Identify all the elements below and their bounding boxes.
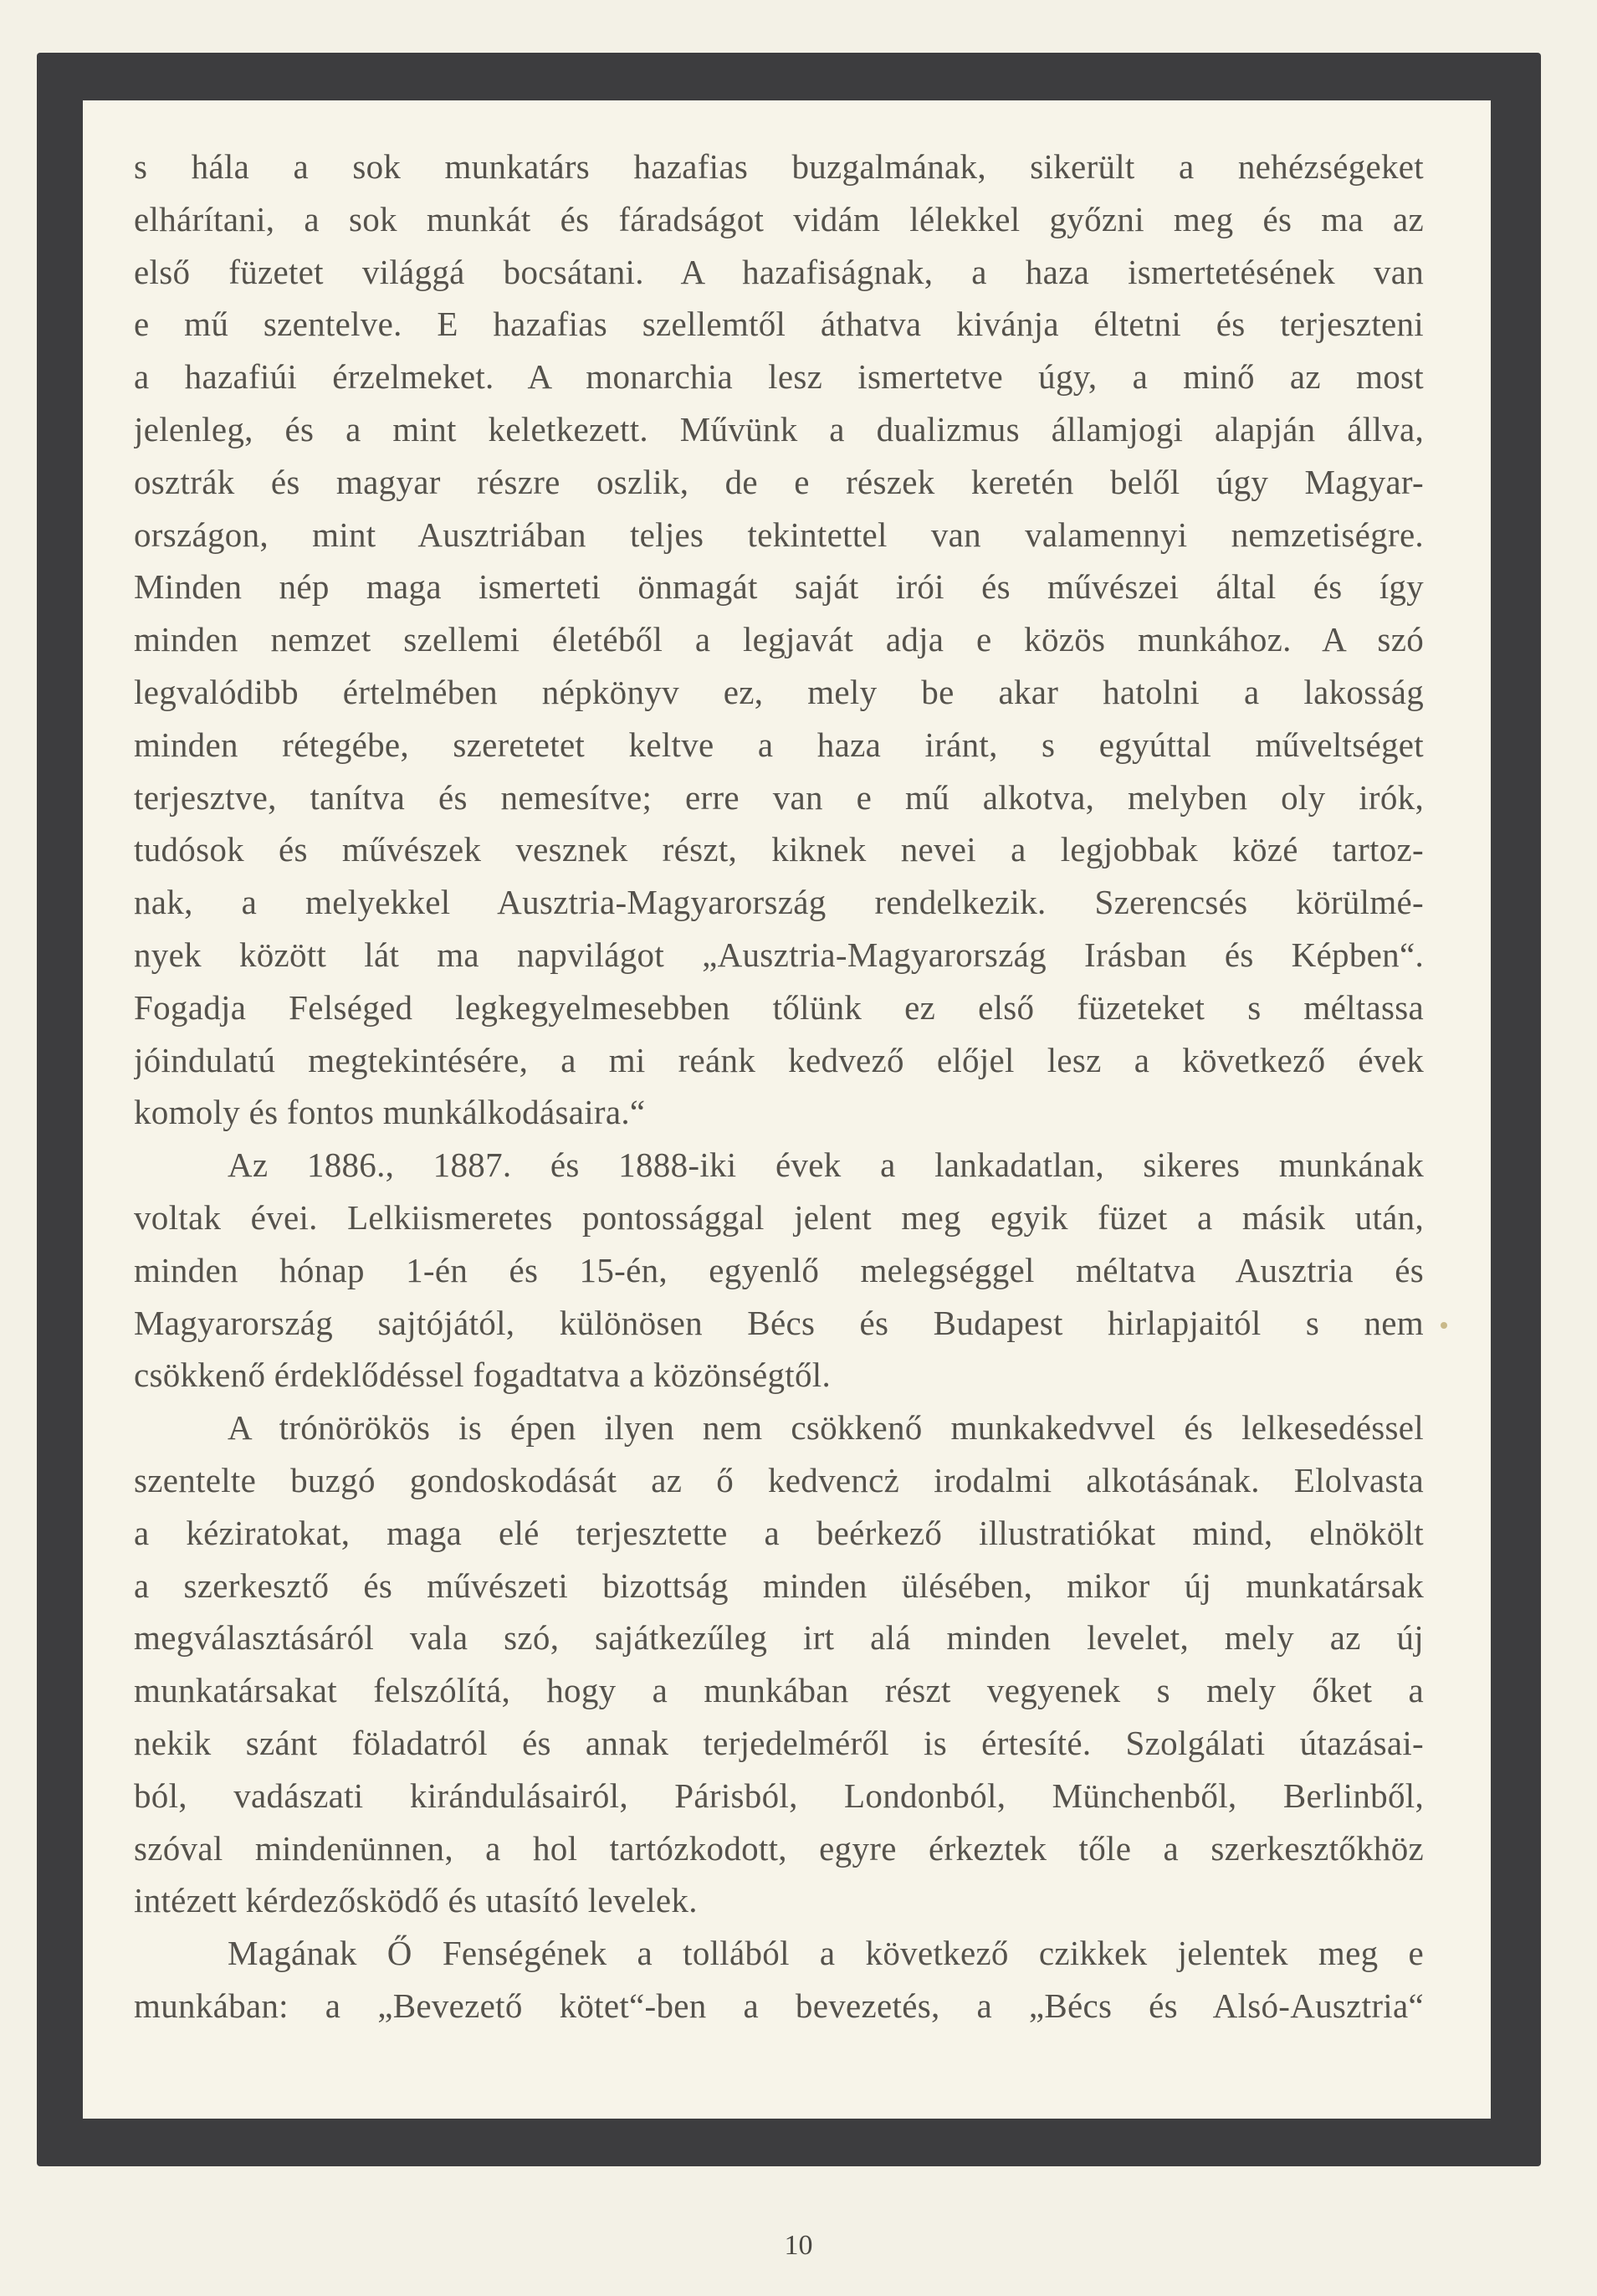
text-line-18: jóindulatú megtekintésére, a mi reánk kedvező előjel lesz a következő évek xyxy=(134,1040,1424,1079)
page-number: 10 xyxy=(784,2230,813,2261)
text-line-23: Magyarország sajtójától, különösen Bécs és Budapest hirlapjaitól s nem xyxy=(134,1303,1424,1342)
text-line-11: legvalódibb értelmében népkönyv ez, mely be akar hatolni a lakosság xyxy=(134,672,1424,711)
text-line-5: a hazafiúi érzelmeket. A monarchia lesz ismertetve úgy, a minő az most xyxy=(134,357,1424,397)
text-line-3: első füzetet világgá bocsátani. A hazafiságnak, a haza ismertetésének van xyxy=(134,252,1424,291)
paper-speck xyxy=(1441,1322,1447,1329)
text-line-36: munkában: a „Bevezető kötet“-ben a bevezetés, a „Bécs és Alsó-Ausztria“ xyxy=(134,1986,1424,2025)
text-line-29: megválasztásáról vala szó, sajátkezűleg irt alá minden levelet, mely az új xyxy=(134,1618,1424,1658)
text-line-8: országon, mint Ausztriában teljes tekintettel van valamennyi nemzetiségre. xyxy=(134,515,1424,554)
text-line-27: a kéziratokat, maga elé terjesztette a beérkező illustratiókat mind, elnökölt xyxy=(134,1513,1424,1552)
text-line-17: Fogadja Felséged legkegyelmesebben tőlünk ez első füzeteket s méltassa xyxy=(134,987,1424,1027)
text-line-7: osztrák és magyar részre oszlik, de e részek keretén belől úgy Magyar- xyxy=(134,462,1424,501)
text-line-20: Az 1886., 1887. és 1888-iki évek a lankadatlan, sikeres munkának xyxy=(228,1145,1424,1185)
body-text xyxy=(134,141,1424,2032)
text-line-33: szóval mindenünnen, a hol tartózkodott, egyre érkeztek tőle a szerkesztőkhöz xyxy=(134,1828,1424,1868)
text-line-13: terjesztve, tanítva és nemesítve; erre van e mű alkotva, melyben oly irók, xyxy=(134,777,1424,817)
text-line-6: jelenleg, és a mint keletkezett. Művünk a dualizmus államjogi alapján állva, xyxy=(134,409,1424,448)
text-line-25: A trónörökös is épen ilyen nem csökkenő munkakedvvel és lelkesedéssel xyxy=(228,1408,1424,1448)
text-line-28: a szerkesztő és művészeti bizottság minden ülésében, mikor új munkatársak xyxy=(134,1566,1424,1605)
text-line-24: csökkenő érdeklődéssel fogadtatva a közönségtől. xyxy=(134,1356,831,1395)
text-line-35: Magának Ő Fenségének a tollából a következő czikkek jelentek meg e xyxy=(228,1934,1424,1973)
text-line-9: Minden nép maga ismerteti önmagát saját irói és művészei által és így xyxy=(134,567,1424,607)
text-line-19: komoly és fontos munkálkodásaira.“ xyxy=(134,1093,646,1132)
text-line-26: szentelte buzgó gondoskodását az ő kedvencż irodalmi alkotásának. Elolvasta xyxy=(134,1460,1424,1499)
text-line-31: nekik szánt föladatról és annak terjedelméről is értesíté. Szolgálati útazásai- xyxy=(134,1723,1424,1762)
text-line-14: tudósok és művészek vesznek részt, kiknek nevei a legjobbak közé tartoz- xyxy=(134,830,1424,869)
text-line-1: s hála a sok munkatárs hazafias buzgalmának, sikerült a nehézségeket xyxy=(134,147,1424,186)
text-line-30: munkatársakat felszólítá, hogy a munkában részt vegyenek s mely őket a xyxy=(134,1671,1424,1710)
text-line-2: elhárítani, a sok munkát és fáradságot vidám lélekkel győzni meg és ma az xyxy=(134,199,1424,238)
text-line-34: intézett kérdezősködő és utasító levelek. xyxy=(134,1881,698,1920)
text-line-10: minden nemzet szellemi életéből a legjavát adja e közös munkához. A szó xyxy=(134,620,1424,659)
text-line-22: minden hónap 1-én és 15-én, egyenlő melegséggel méltatva Ausztria és xyxy=(134,1250,1424,1289)
text-line-16: nyek között lát ma napvilágot „Ausztria-Magyarország Irásban és Képben“. xyxy=(134,935,1424,974)
text-line-12: minden rétegébe, szeretetet keltve a haza iránt, s egyúttal műveltséget xyxy=(134,725,1424,764)
text-line-32: ból, vadászati kirándulásairól, Párisból, Londonból, Münchenből, Berlinből, xyxy=(134,1776,1424,1815)
text-line-15: nak, a melyekkel Ausztria-Magyarország rendelkezik. Szerencsés körülmé- xyxy=(134,883,1424,922)
text-line-21: voltak évei. Lelkiismeretes pontossággal jelent meg egyik füzet a másik után, xyxy=(134,1197,1424,1237)
text-line-4: e mű szentelve. E hazafias szellemtől áthatva kivánja éltetni és terjeszteni xyxy=(134,305,1424,344)
